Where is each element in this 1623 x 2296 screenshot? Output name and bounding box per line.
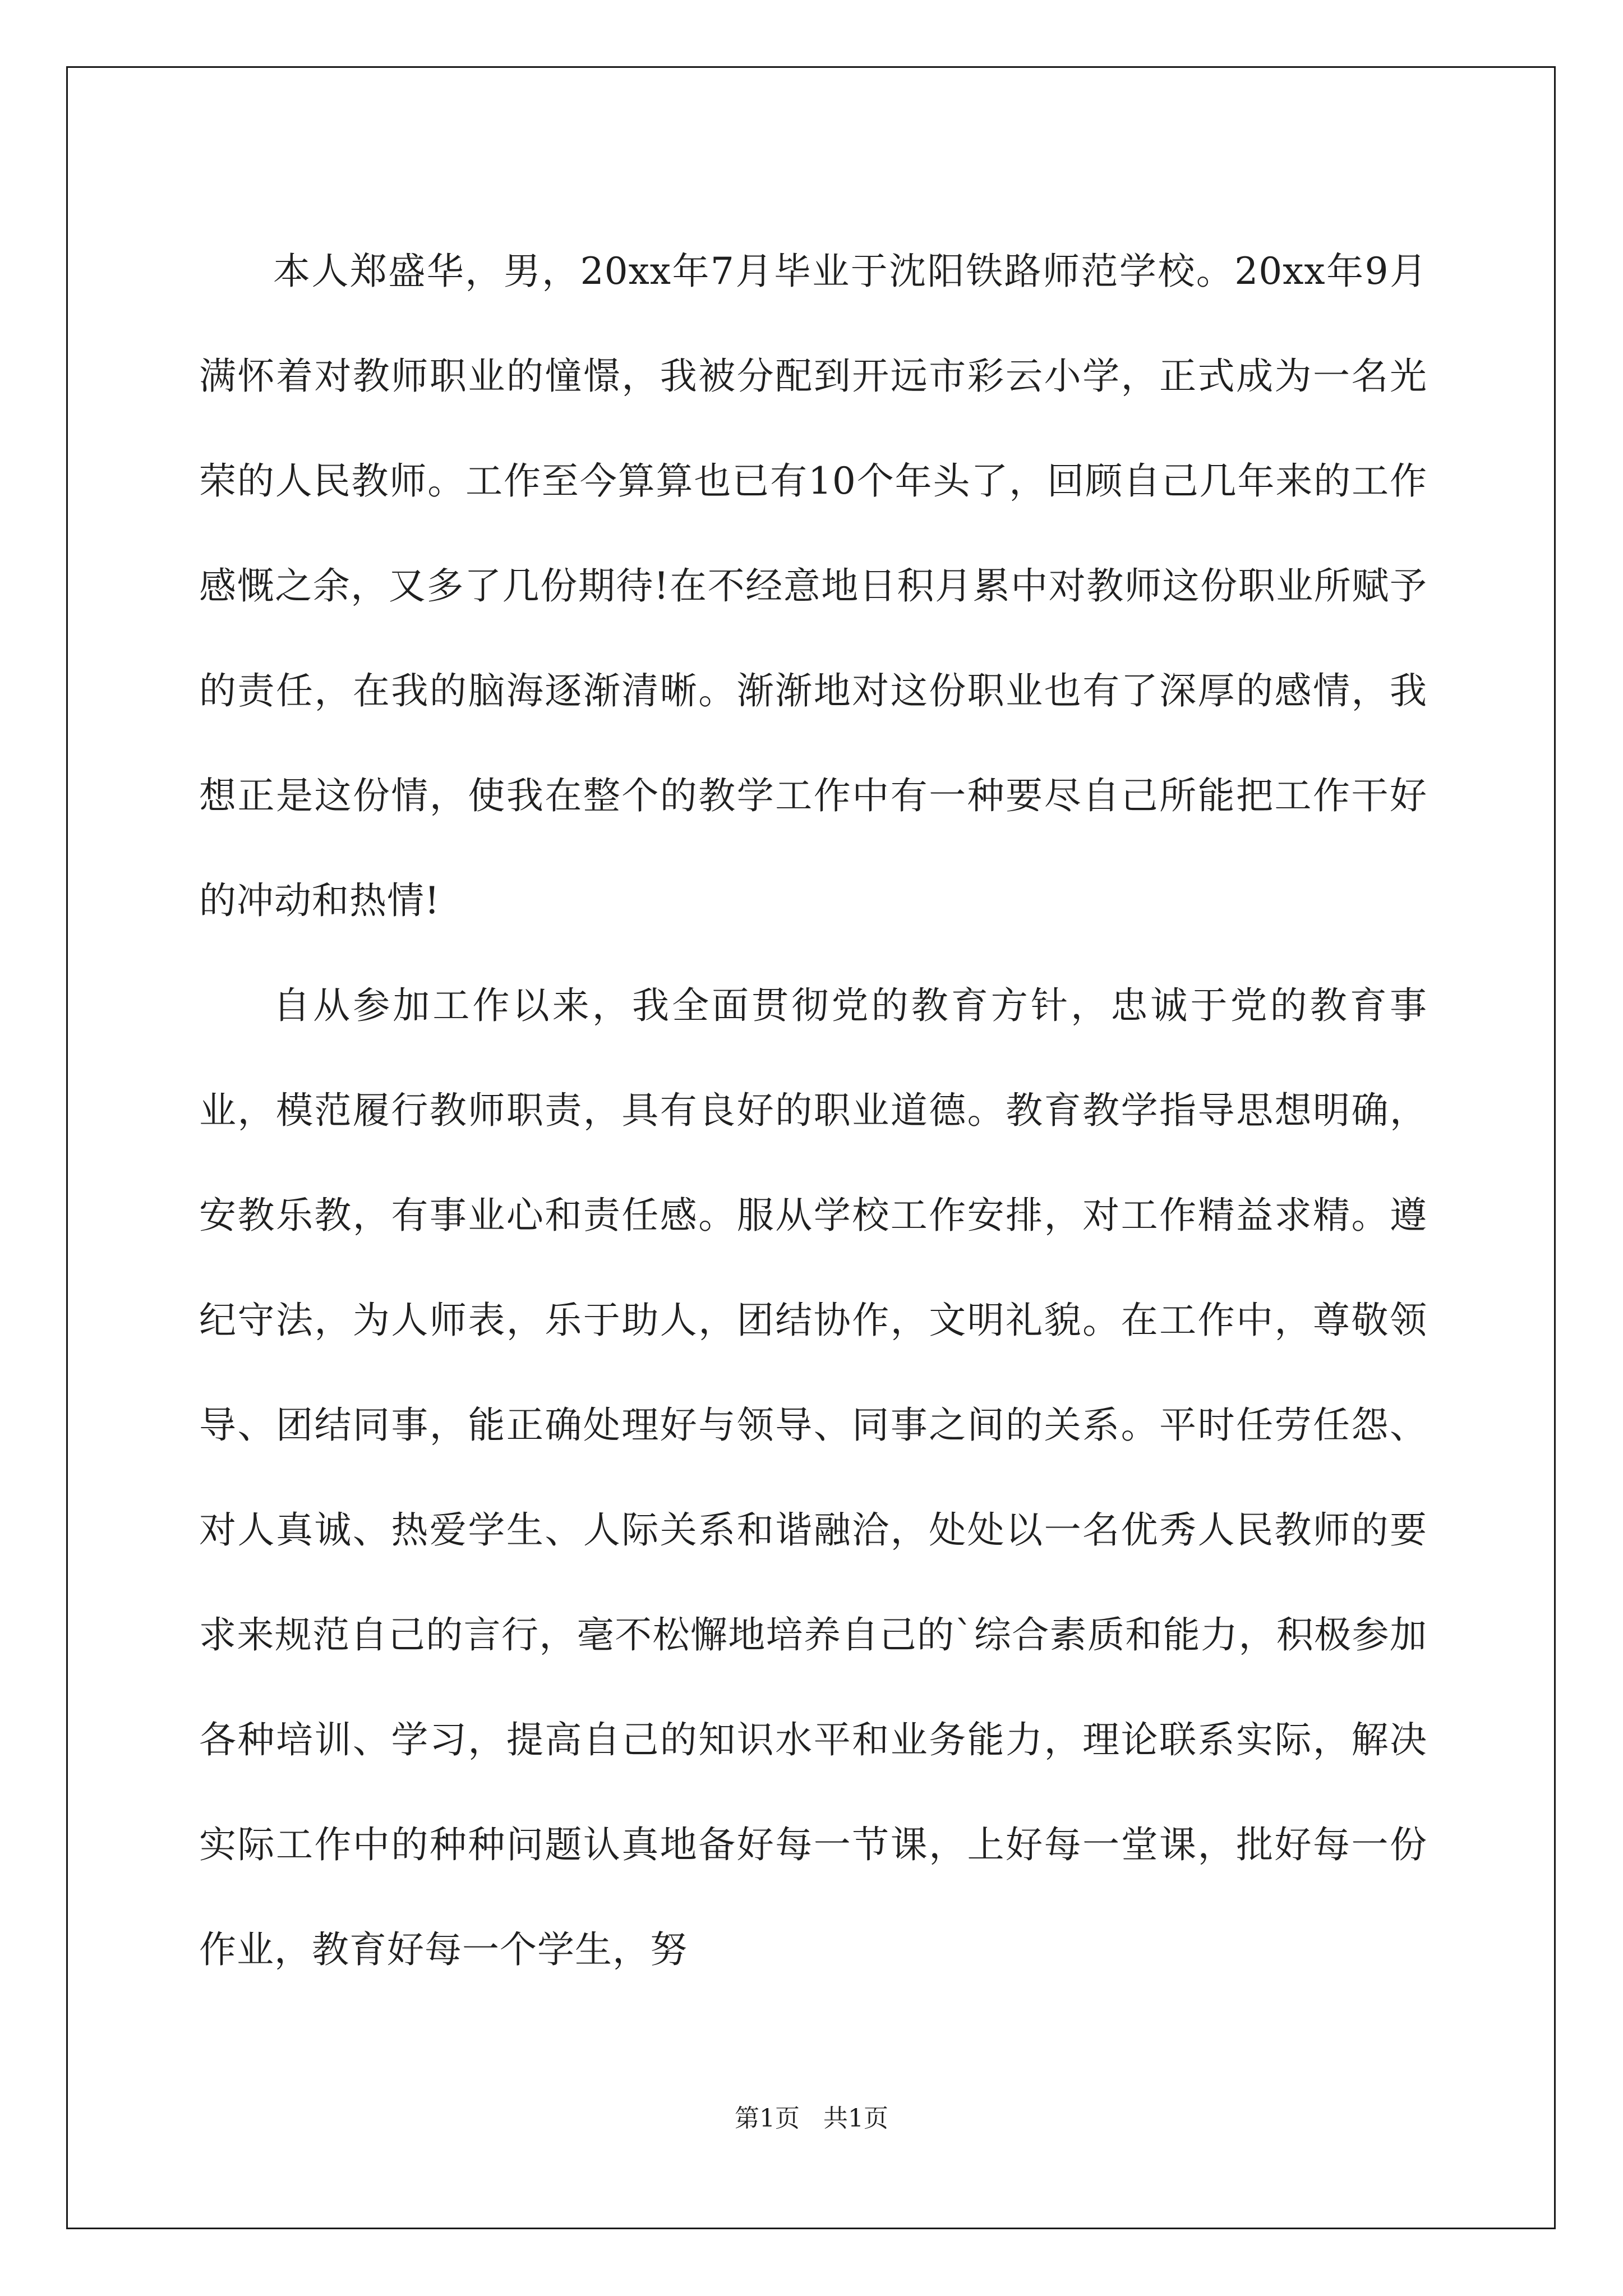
paragraph-1: 本人郑盛华，男，20xx年7月毕业于沈阳铁路师范学校。20xx年9月满怀着对教师职业的憧憬，我被分配到开远市彩云小学，正式成为一名光荣的人民教师。工作至今算算也已有10个年头了，回顾自己几年来的工作感慨之余，又多了几份期待!在不经意地日积月累中对教师这份职业所赋予的责任，在我的脑海逐渐清晰。渐渐地对这份职业也有了深厚的感情，我想正是这份情，使我在整个的教学工作中有一种要尽自己所能把工作干好的冲动和热情! bbox=[199, 250, 1427, 922]
paragraph-2: 自从参加工作以来，我全面贯彻党的教育方针，忠诚于党的教育事业，模范履行教师职责，具有良好的职业道德。教育教学指导思想明确，安教乐教，有事业心和责任感。服从学校工作安排，对工作精益求精。遵纪守法，为人师表，乐于助人，团结协作，文明礼貌。在工作中，尊敬领导、团结同事，能正确处理好与领导、同事之间的关系。平时任劳任怨、对人真诚、热爱学生、人际关系和谐融洽，处处以一名优秀人民教师的要求来规范自己的言行，毫不松懈地培养自己的`综合素质和能力，积极参加各种培训、学习，提高自己的知识水平和业务能力，理论联系实际，解决实际工作中的种种问题认真地备好每一节课，上好每一堂课，批好每一份作业，教育好每一个学生，努 bbox=[199, 984, 1427, 1971]
document-body bbox=[199, 219, 1427, 2002]
page-number-total: 共1页 bbox=[823, 2104, 888, 2133]
page-footer bbox=[0, 2098, 1623, 2134]
page-number-current: 第1页 bbox=[735, 2104, 800, 2133]
